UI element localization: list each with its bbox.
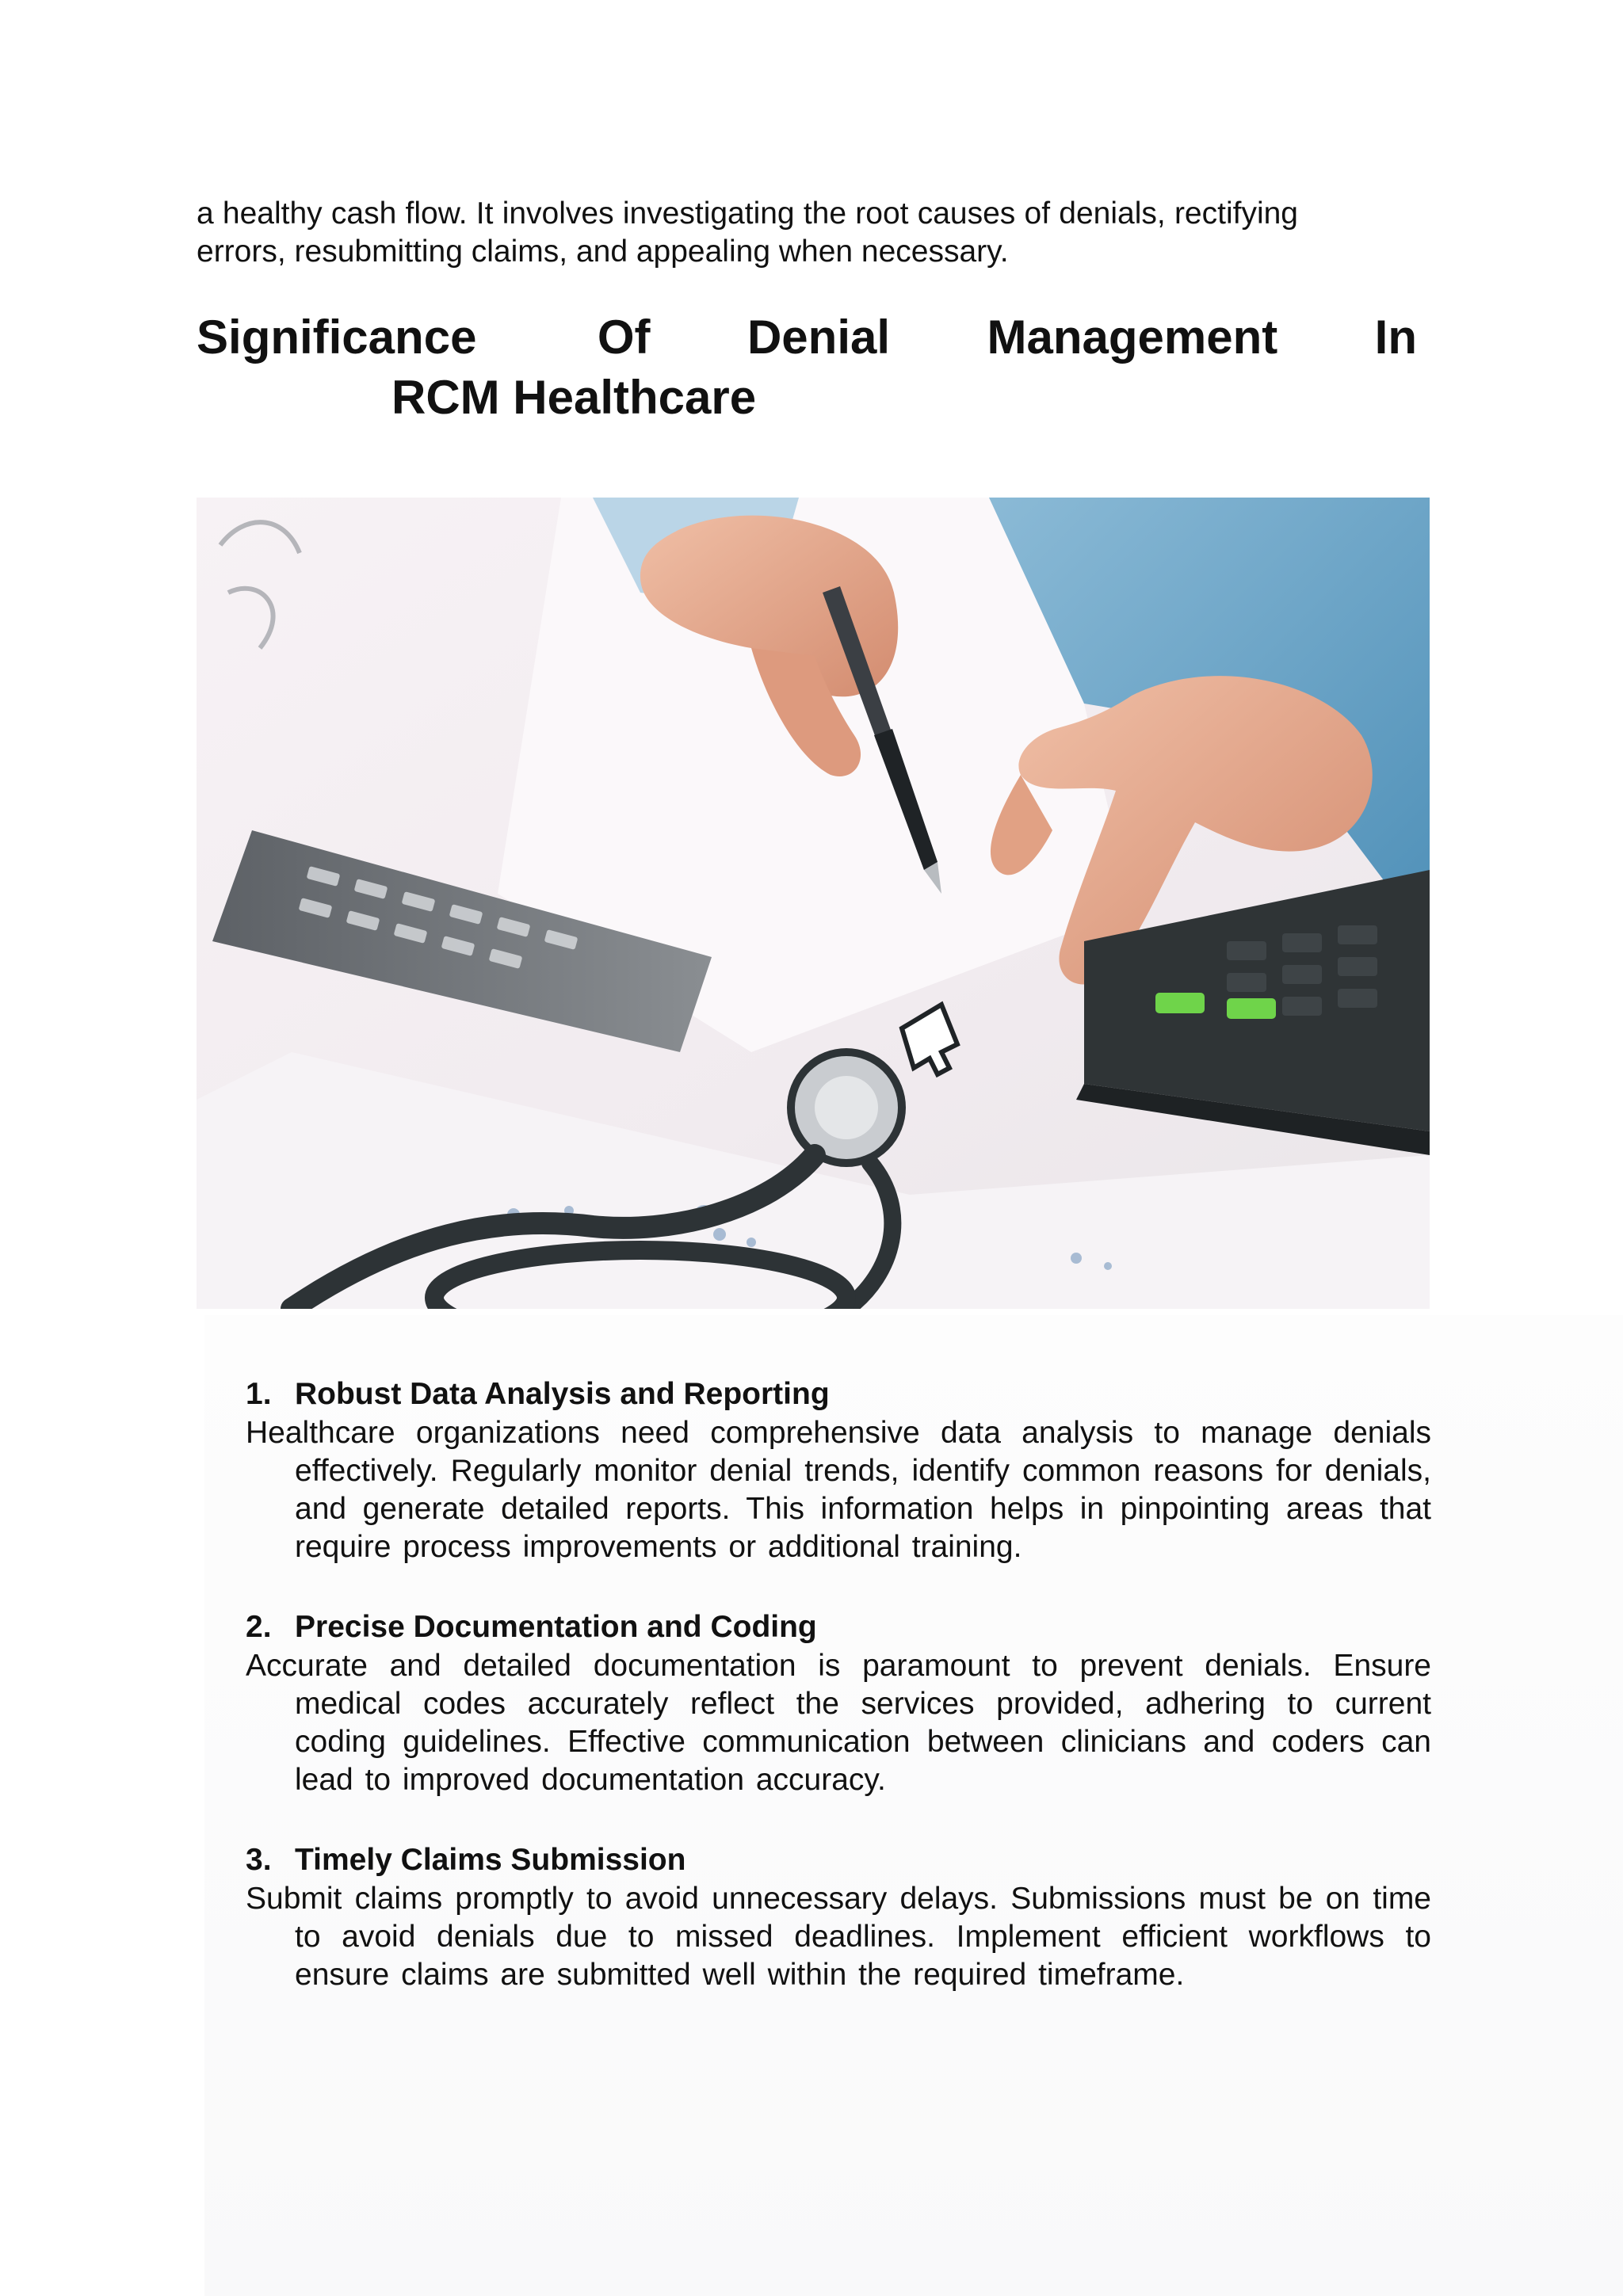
list-item-number: 2. (246, 1610, 272, 1644)
healthcare-billing-photo (197, 498, 1430, 1309)
list-item-body: Submit claims promptly to avoid unnecessary delays. Submissions must be on time to avoid denials due to missed deadlines. Implement efficient workflows to ensure claims are submitted well within the required timeframe. (246, 1882, 1431, 1992)
heading-word: Management (987, 311, 1278, 364)
list-item (246, 1608, 1431, 1799)
list-item (246, 1375, 1431, 1566)
list-item (246, 1840, 1431, 1994)
heading-word: Significance (197, 311, 477, 364)
heading-line-1 (197, 307, 1417, 368)
section-heading (197, 307, 1417, 428)
heading-word: In (1374, 311, 1417, 364)
heading-line-2: RCM Healthcare (391, 371, 757, 424)
list-item-number: 3. (246, 1843, 272, 1877)
heading-word: Of (597, 311, 651, 364)
intro-paragraph: a healthy cash flow. It involves investigating the root causes of denials, rectifying errors, resubmitting claims, and appealing when necessary. (197, 196, 1298, 269)
list-item-number: 1. (246, 1377, 272, 1411)
heading-word: Denial (747, 311, 891, 364)
list-item-title (246, 1608, 1431, 1647)
list-item-body: Healthcare organizations need comprehensive data analysis to manage denials effectively. Regularly monitor denial trends, identify common reasons for denials, and generate detailed reports. This information helps in pinpointing areas that require process improvements or additional training. (246, 1416, 1431, 1564)
list-item-title (246, 1375, 1431, 1414)
list-item-title (246, 1840, 1431, 1880)
numbered-list (246, 1375, 1431, 2035)
list-item-heading: Timely Claims Submission (295, 1843, 686, 1877)
list-item-heading: Robust Data Analysis and Reporting (295, 1377, 830, 1411)
list-item-body: Accurate and detailed documentation is paramount to prevent denials. Ensure medical codes accurately reflect the services provided, adhering to current coding guidelines. Effective communication between clinicians and coders can lead to improved documentation accuracy. (246, 1649, 1431, 1797)
list-item-heading: Precise Documentation and Coding (295, 1610, 817, 1644)
